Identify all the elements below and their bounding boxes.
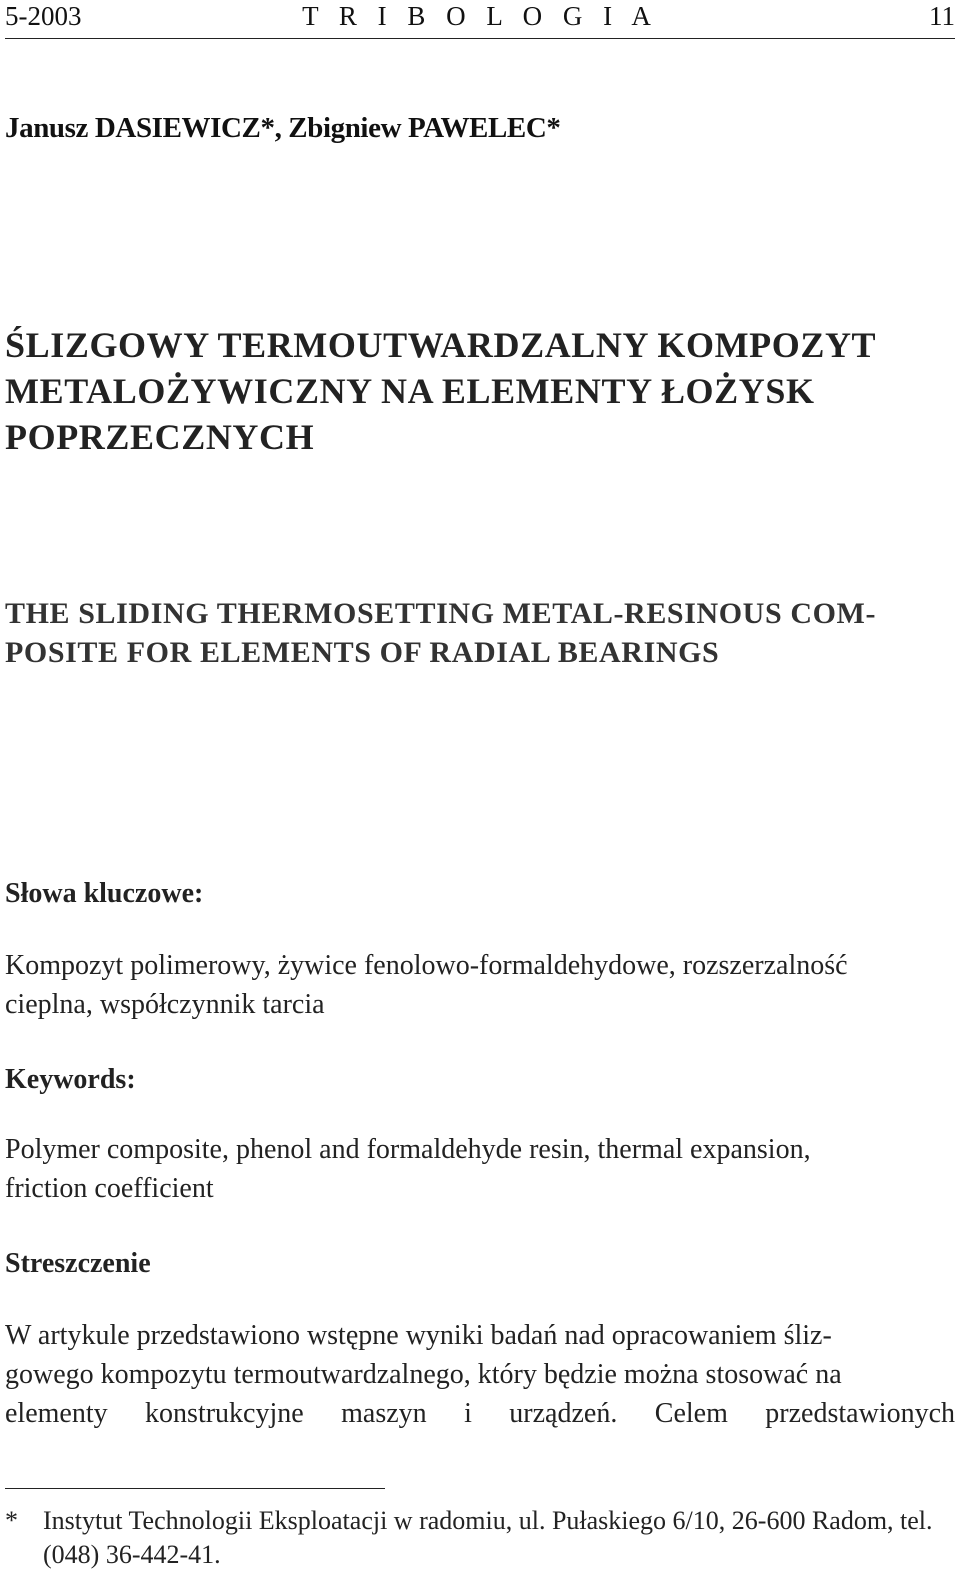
abstract-heading: Streszczenie bbox=[5, 1248, 151, 1279]
issue-number: 5-2003 bbox=[5, 1, 82, 31]
title-polish-line: ŚLIZGOWY TERMOUTWARDZALNY KOMPOZYT bbox=[5, 325, 877, 365]
title-polish bbox=[5, 322, 955, 460]
abstract-line: elementy konstrukcyjne maszyn i urządzeń. Celem przedstawionych bbox=[5, 1398, 955, 1429]
journal-name: T R I B O L O G I A bbox=[302, 1, 658, 31]
abstract-line: gowego kompozytu termoutwardzalnego, który będzie można stosować na bbox=[5, 1359, 842, 1390]
title-english bbox=[5, 594, 955, 672]
page-number: 11 bbox=[929, 1, 955, 31]
keywords-pl-heading: Słowa kluczowe: bbox=[5, 878, 204, 909]
running-header bbox=[5, 0, 955, 39]
keywords-pl-line: cieplna, współczynnik tarcia bbox=[5, 989, 325, 1020]
authors: Janusz DASIEWICZ*, Zbigniew PAWELEC* bbox=[5, 112, 561, 144]
footnote-mark: * bbox=[5, 1506, 18, 1535]
footnote-divider bbox=[5, 1488, 385, 1489]
keywords-pl-text bbox=[5, 946, 955, 1024]
abstract-text bbox=[5, 1316, 955, 1433]
title-polish-line: POPRZECZNYCH bbox=[5, 417, 315, 457]
keywords-pl-line: Kompozyt polimerowy, żywice fenolowo-formaldehydowe, rozszerzalność bbox=[5, 950, 848, 981]
footnote-affiliation: Instytut Technologii Eksploatacji w radomiu, ul. Pułaskiego 6/10, 26-600 Radom, tel. bbox=[43, 1506, 933, 1535]
keywords-en-heading: Keywords: bbox=[5, 1064, 136, 1095]
keywords-en-line: friction coefficient bbox=[5, 1173, 214, 1204]
abstract-line: W artykule przedstawiono wstępne wyniki badań nad opracowaniem śliz- bbox=[5, 1320, 832, 1351]
keywords-en-line: Polymer composite, phenol and formaldehyde resin, thermal expansion, bbox=[5, 1134, 811, 1165]
keywords-en-text bbox=[5, 1130, 955, 1208]
title-english-line: POSITE FOR ELEMENTS OF RADIAL BEARINGS bbox=[5, 636, 720, 669]
title-english-line: THE SLIDING THERMOSETTING METAL-RESINOUS COM- bbox=[5, 597, 877, 630]
title-polish-line: METALOŻYWICZNY NA ELEMENTY ŁOŻYSK bbox=[5, 371, 815, 411]
footnote-phone: (048) 36-442-41. bbox=[43, 1540, 221, 1569]
